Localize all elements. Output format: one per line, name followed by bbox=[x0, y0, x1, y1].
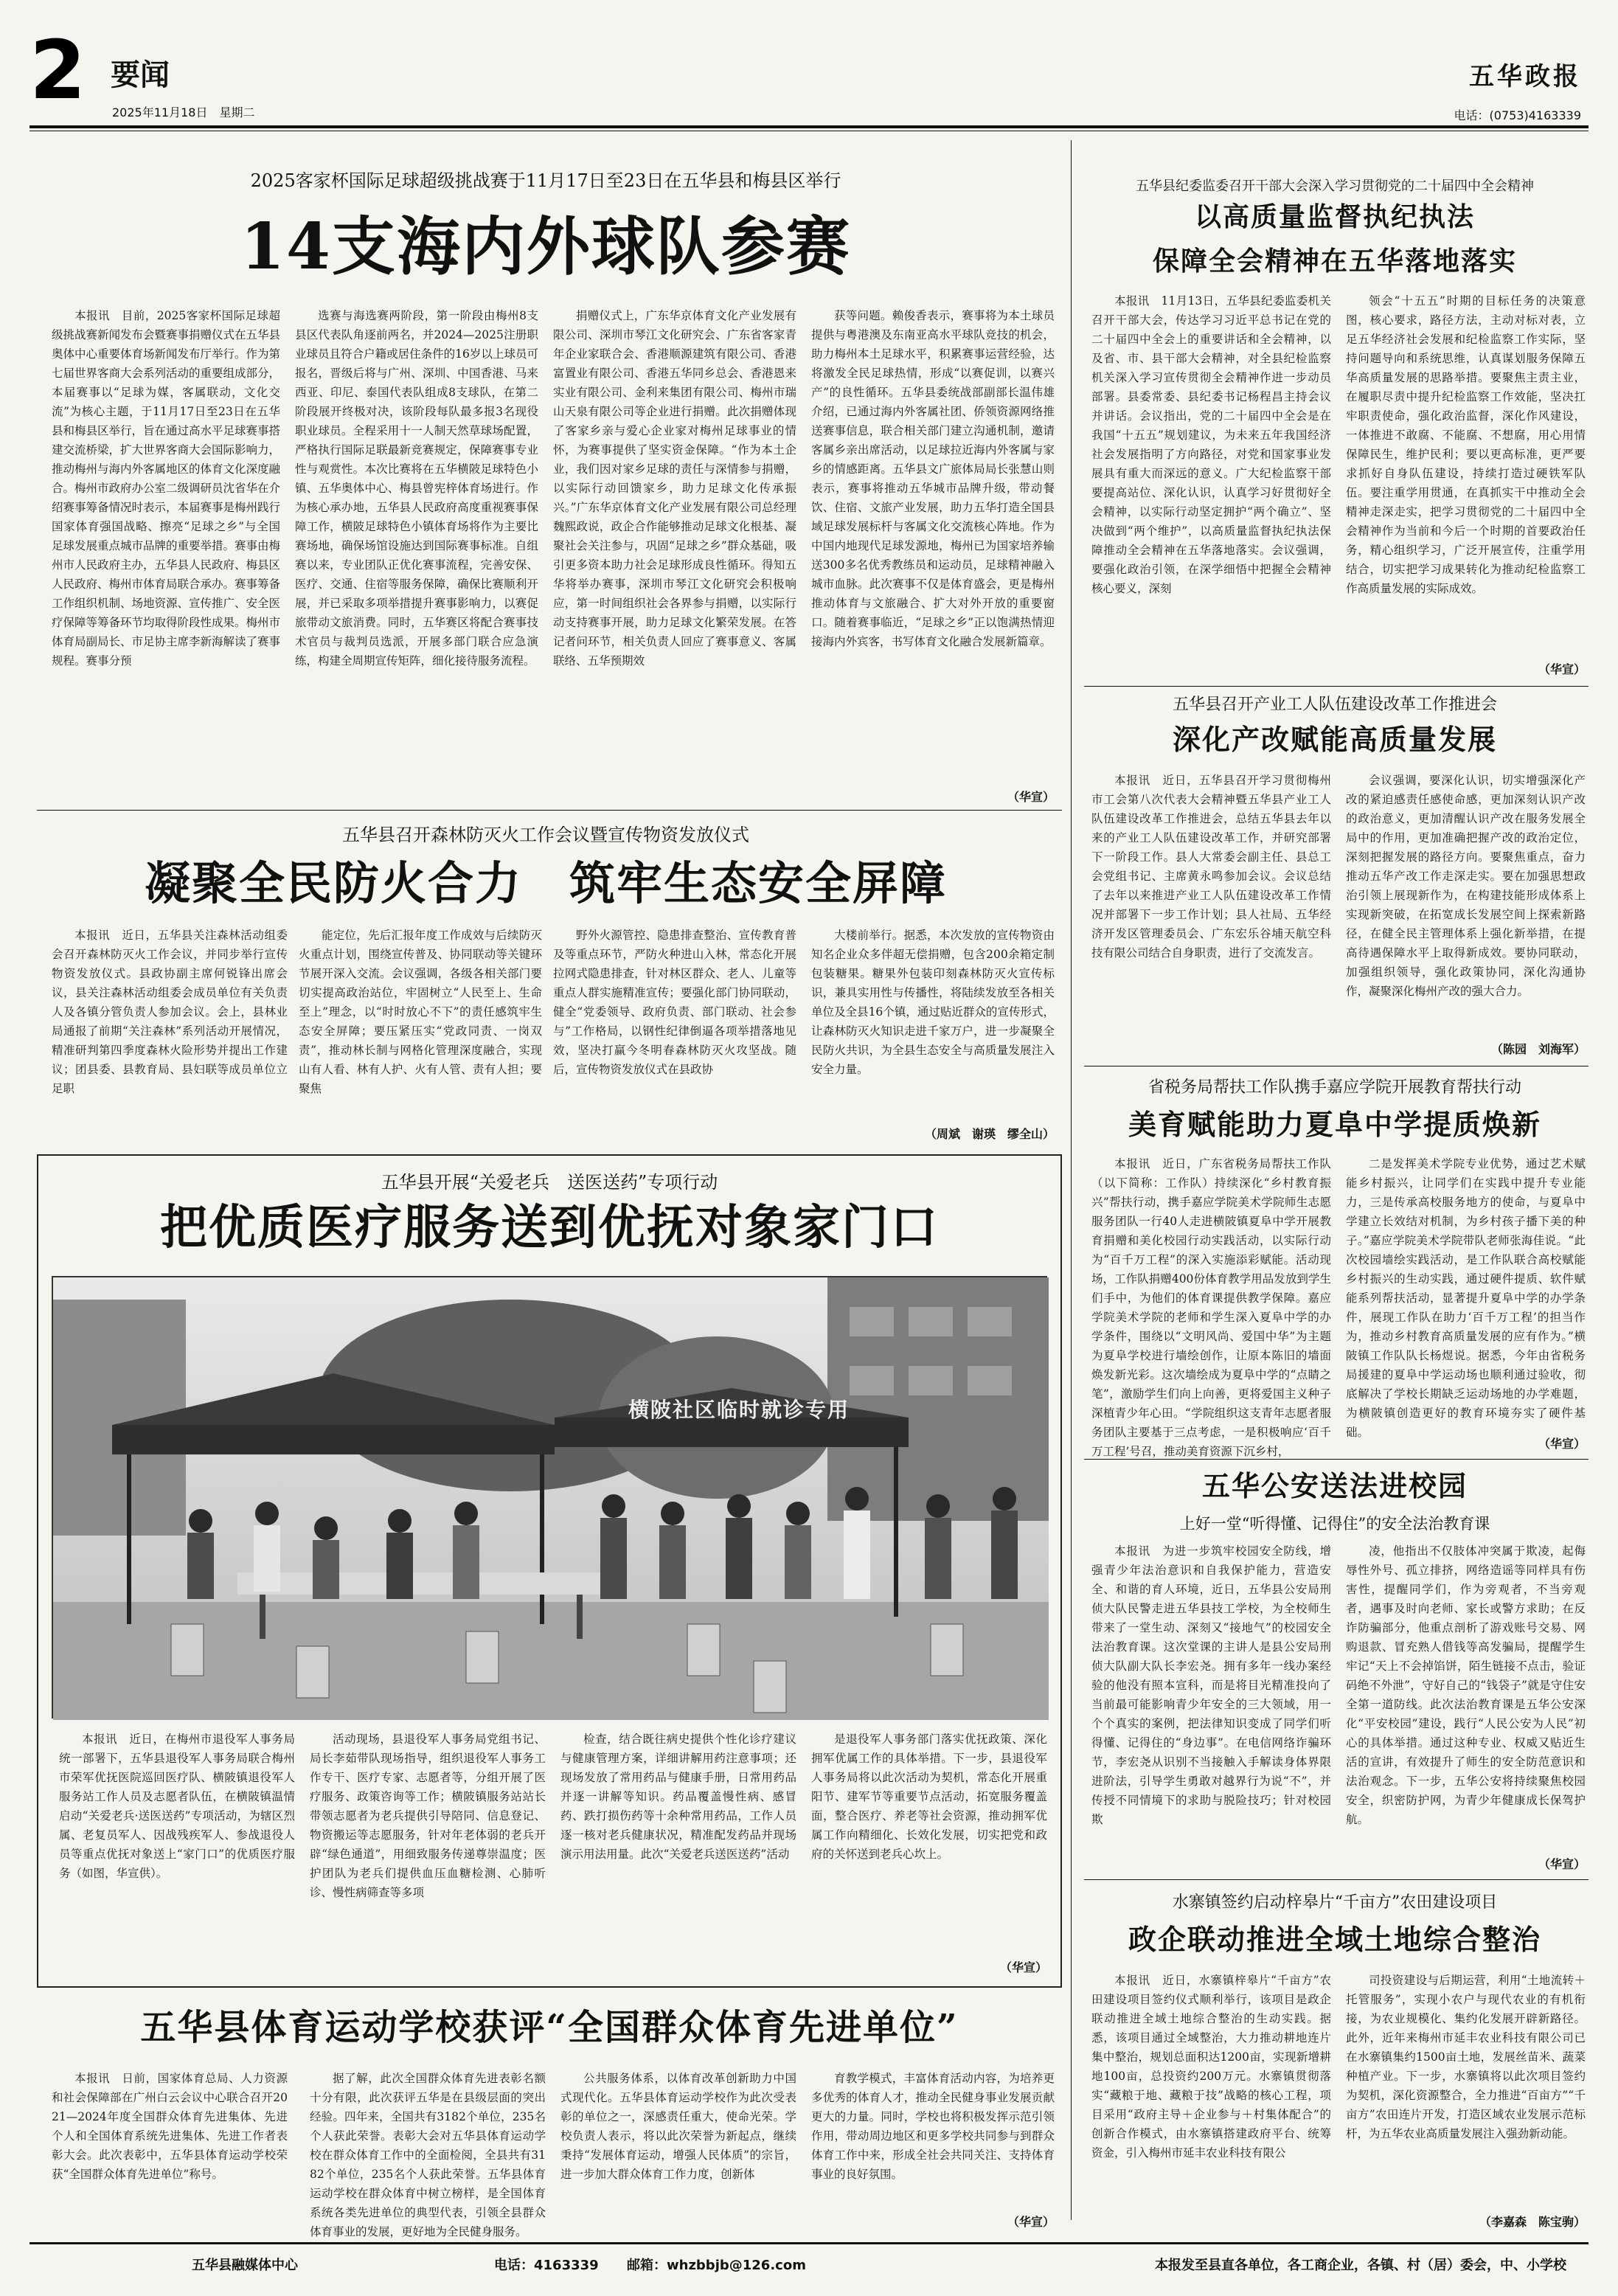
discipline-kicker: 五华县纪委监委召开干部大会深入学习贯彻党的二十届四中全会精神 bbox=[1136, 178, 1534, 194]
lead-col-4: 获等问题。赖俊香表示，赛事将为本土球员提供与粤港澳及东南亚高水平球队竞技的机会，助力梅州本土足球水平，积累赛事运营经验，达将激发全民足球热情，形成“以赛促训，以赛兴产”的良性循环。五华县委统战部副部长温伟雄介绍，已通过海内外客属社团、侨领资源网络推送赛事信息，联合相关部门建立沟通机制，邀请客属乡亲出席活动，以足球拉近海内外客属与家乡的情感距离。五华县文广旅体局局长张慧山则表示，赛事将推动五华城市品牌升级，带动餐饮、住宿、文旅产业发展，助力五华打造全国县域足球发展标杆与客属文化交流核心阵地。作为中国内地现代足球发源地，梅州已为国家培养输送300多名优秀教练员和运动员，足球精神融入城市血脉。此次赛事不仅是体育盛会，更是梅州推动体育与文旅融合、扩大对外开放的重要窗口。随着赛事临近，“足球之乡”正以饱满热情迎接海内外宾客，书写体育文化融合发展新篇章。 bbox=[811, 309, 1055, 648]
paper-name: 五华政报 bbox=[1469, 62, 1581, 91]
divider-police bbox=[1084, 1879, 1589, 1880]
industry-col-1: 本报讯 近日，五华县召开学习贯彻梅州市工会第八次代表大会精神暨五华县产业工人队伍建设改革工作推进会，总结五华县去年以来的产业工人队伍建设改革工作，并研究部署下一阶段工作。县人大常委会副主任、县总工会党组书记、主席黄永鸣参加会议。会议总结了去年以来推进产业工人队伍建设改革工作情况并部署下一步工作计划；县人社局、五华经济开发区管理委员会、广东宏乐谷埔天航空科技有限公司结合自身职责，进行了交流发言。 bbox=[1091, 774, 1331, 960]
medical-col-2: 活动现场，县退役军人事务局党组书记、局长李茹带队现场指导，组织退役军人事务工作专干、医疗专家、志愿者等，分组开展了医疗服务、政策咨询等工作；横陂镇服务站站长带领志愿者为老兵提供引导陪同、信息登记、物资搬运等志愿服务，针对年老体弱的老兵开辟“绿色通道”，用细致服务传递尊崇温度；医护团队为老兵们提供血压血糖检测、心肺听诊、慢性病筛查等多项 bbox=[310, 1733, 546, 1899]
medical-headline: 把优质医疗服务送到优抚对象家门口 bbox=[160, 1200, 939, 1255]
medical-byline: （华宣） bbox=[999, 1960, 1047, 1974]
land-byline: （李嘉森 陈宝驹） bbox=[1479, 2215, 1586, 2229]
fire-col-3: 野外火源管控、隐患排查整治、宣传教育普及等重点环节，严防火种进山入林，常态化开展拉网式隐患排查，针对林区群众、老人、儿童等重点人群实施精准宣传；要强化部门协同联动，健全“党委领导、政府负责、部门联动、社会参与”工作格局，以钢性纪律倒逼各项举措落地见效，坚决打赢今冬明春森林防灭火攻坚战。随后，宣传物资发放仪式在县政协 bbox=[553, 929, 796, 1076]
industry-headline: 深化产改赋能高质量发展 bbox=[1172, 723, 1497, 756]
medical-kicker: 五华县开展“关爱老兵 送医送药”专项行动 bbox=[381, 1172, 718, 1193]
medical-col-4: 是退役军人事务部门落实优抚政策、深化拥军优属工作的具体举措。下一步，县退役军人事务局将以此次活动为契机，常态化开展重阳节、建军节等重要节点活动，拓宽服务覆盖面，整合医疗、养老等社会资源，推动拥军优属工作向精细化、长效化发展，切实把党和政府的关怀送到老兵心坎上。 bbox=[811, 1733, 1047, 1861]
medical-photo-image bbox=[53, 1277, 1049, 1720]
police-col-1: 本报讯 为进一步筑牢校园安全防线，增强青少年法治意识和自我保护能力，营造安全、和谐的育人环境，近日，五华县公安局刑侦大队民警走进五华县技工学校，为全校师生带来了一堂生动、深刻又“接地气”的校园安全法治教育课。这次堂课的主讲人是县公安局刑侦大队副大队长李宏尧。拥有多年一线办案经验的他没有照本宣科，而是将目光精准投向了当前最可能影响青少年安全的三大领域，用一个个真实的案例，把法律知识变成了同学们听得懂、记得住的“身边事”。在电信网络诈骗环节，李宏尧从识别不当接触入手解读身体界限进阶法，引导学生勇敢对越界行为说“不”，并传授不同情境下的求助与脱险技巧；针对校园欺 bbox=[1091, 1544, 1331, 1826]
lead-col-3: 捐赠仪式上，广东华京体育文化产业发展有限公司、深圳市琴江文化研究会、广东省客家青年企业家联合会、香港顺源建筑有限公司、香港富置业有限公司、香港五华同乡总会、香港恩来实业有限公司、金利来集团有限公司、梅州市瑞山天泉有限公司等企业进行捐赠。此次捐赠体现了客家乡亲与爱心企业家对梅州足球事业的情怀，为赛事提供了坚实资金保障。“作为本土企业，我们因对家乡足球的责任与深情参与捐赠，以实际行动回馈家乡，助力足球文化传承振兴。”广东华京体育文化产业发展有限公司总经理魏熙政说，政企合作能够推动足球文化根基、凝聚社会关注参与，巩固“足球之乡”群众基础，吸引更多资本助力社会足球形成良性循环。得知五华将举办赛事，深圳市琴江文化研究会积极响应，第一时间组织社会各界参与捐赠，以实际行动支持赛事开展，助力足球文化繁荣发展。在答记者问环节，相关负责人回应了赛事意义、客属联络、五华预期效 bbox=[553, 309, 796, 667]
discipline-headline-2: 保障全会精神在五华落地落实 bbox=[1152, 246, 1517, 277]
tax-kicker: 省税务局帮扶工作队携手嘉应学院开展教育帮扶行动 bbox=[1147, 1078, 1521, 1097]
column-divider bbox=[1071, 140, 1072, 2220]
land-kicker: 水寨镇签约启动梓皋片“千亩方”农田建设项目 bbox=[1172, 1893, 1498, 1912]
police-col-2: 凌，他指出不仅肢体冲突属于欺凌，起侮辱性外号、孤立排挤，网络造谣等同样具有伤害性，提醒同学们，作为旁观者，不当旁观者，遇事及时向老师、家长或警方求助；在反诈防骗部分，他重点剖析了游戏账号交易、网购退款、冒充熟人借钱等高发骗局，提醒学生牢记“天上不会掉馅饼，陌生链接不点击，验证码绝不外泄”，守好自己的“钱袋子”就是守住安全第一道防线。此次法治教育课是五华公安深化“平安校园”建设，践行“人民公安为人民”初心的具体举措。通过这种专业、权威又贴近生活的宣讲，有效提升了师生的安全防范意识和法治观念。下一步，五华公安将持续聚焦校园安全，织密防护网，为青少年健康成长保驾护航。 bbox=[1346, 1544, 1586, 1826]
sports-col-3: 公共服务体系，以体育改革创新助力中国式现代化。五华县体育运动学校作为此次受表彰的单位之一，深感责任重大，使命光荣。学校负责人表示，将以此次荣誉为新起点，继续秉持“发展体育运动，增强人民体质”的宗旨，进一步加大群众体育工作力度，创新体 bbox=[560, 2072, 796, 2181]
photo-banner: 横陂社区临时就诊专用 bbox=[628, 1398, 850, 1422]
section-name: 要闻 bbox=[111, 58, 170, 92]
lead-col-1: 本报讯 目前，2025客家杯国际足球超级挑战赛新闻发布会暨赛事捐赠仪式在五华县奥体中心重要体育场新闻发布厅举行。作为第七届世界客商大会系列活动的重要组成部分，本届赛事以“足球为媒，客属联动，文化交流”为核心主题，于11月17日至23日在五华县和梅县区举行，旨在通过高水平足球赛事搭建交流桥梁，扩大世界客商大会国际影响力，推动梅州与海内外客属地区的体育文化深度融合。梅州市政府办公室二级调研员沈省华在介绍赛事筹备情况时表示，本届赛事是梅州践行国家体育强国战略、擦亮“足球之乡”与全国足球发展重点城市品牌的重要举措。赛事由梅州市人民政府主办，五华县人民政府、梅县区人民政府、梅州市体育局联合承办。赛事筹备工作组织机制、场地资源、宣传推广、安全医疗保障等筹备环节均取得阶段性成果。梅州市体育局副局长、市足协主席李新海解读了赛事规程。赛事分预 bbox=[52, 309, 281, 667]
land-col-2: 司投资建设与后期运营，利用“土地流转＋托管服务”，实现小农户与现代农业的有机衔接，为农业规模化、集约化发展开辟新路径。此外，近年来梅州市延丰农业科技有限公司已在水寨镇集约1500亩土地，发展丝苗米、蔬菜种植产业。下一步，水寨镇将以此次项目签约为契机，深化资源整合，全力推进“百亩方”“千亩方”农田连片开发，打造区域农业发展示范标杆，为五华农业高质量发展注入强劲新动能。 bbox=[1346, 1974, 1586, 2140]
footer-email: 邮箱：whzbbjb@126.com bbox=[627, 2258, 806, 2273]
police-subhead: 上好一堂“听得懂、记得住”的安全法治教育课 bbox=[1179, 1515, 1490, 1533]
footer-distribution: 本报发至县直各单位，各工商企业，各镇、村（居）委会，中、小学校 bbox=[1155, 2258, 1566, 2273]
sports-col-1: 本报讯 日前，国家体育总局、人力资源和社会保障部在广州白云会议中心联合召开2021—2024年度全国群众体育先进集体、先进个人和全国体育系统先进集体、先进工作者表彰大会。此次表彰中，五华县体育运动学校荣获“全国群众体育先进单位”称号。 bbox=[52, 2072, 288, 2181]
sports-col-2: 据了解，此次全国群众体育先进表彰名额十分有限，此次获评五华是在县级层面的突出经验。四年来，全国共有3182个单位，235名个人获此荣誉。表彰大会对五华县体育运动学校在群众体育工作中的全面检阅，全县共有3182个单位，235名个人获此荣誉。五华县体育运动学校在群众体育中树立榜样，是全国体育系统各类先进单位的典型代表，引领全县群众体育事业的发展，更好地为全民健身服务。 bbox=[310, 2072, 546, 2238]
lead-col-2: 选赛与海选赛两阶段，第一阶段由梅州8支县区代表队角逐前两名，并2024—2025注册职业球员且符合户籍或居住条件的16岁以上球员可报名，晋级后将与广州、深圳、中国香港、马来西亚、印尼、泰国代表队组成8支球队，在第二阶段展开终极对决，该阶段每队最多报3名现役职业球员。全程采用十一人制天然草球场配置，严格执行国际足联最新竞赛规定，保障赛事专业性与观赏性。本次比赛将在五华横陂足球特色小镇、五华奥体中心、梅县曾宪梓体育场进行。作为核心承办地，五华县人民政府高度重视赛事保障工作，横陂足球特色小镇体育场将作为主要比赛场地，确保场馆设施达到国际赛事标准。自组赛以来，专业团队正优化赛事流程，完善安保、医疗、交通、住宿等服务保障，确保比赛顺利开展，并已采取多项举措提升赛事影响力，以赛促旅带动文旅消费。同时，五华赛区将配合赛事技术官员与裁判员选派，开展多部门联合应急演练，构建全周期宣传矩阵，细化接待服务流程。 bbox=[295, 309, 538, 667]
fire-headline: 凝聚全民防火合力 筑牢生态安全屏障 bbox=[144, 856, 947, 910]
lead-headline: 14支海内外球队参赛 bbox=[240, 209, 851, 284]
tax-headline: 美育赋能助力夏阜中学提质焕新 bbox=[1128, 1108, 1541, 1141]
masthead-rule bbox=[29, 125, 1589, 128]
medical-col-1: 本报讯 近日，在梅州市退役军人事务局统一部署下，五华县退役军人事务局联合梅州市荣军优抚医院巡回医疗队、横陂镇退役军人服务站工作人员及志愿者队伍，在横陂镇温情启动“关爱老兵·送医送药”专项活动，为辖区烈属、老复员军人、因战残疾军人、参战退役人员等重点优抚对象送上“家门口”的优质医疗服务（如图，华宣供）。 bbox=[59, 1733, 295, 1880]
medical-photo bbox=[52, 1276, 1047, 1718]
land-col-1: 本报讯 近日，水寨镇梓皋片“千亩方”农田建设项目签约仪式顺利举行，该项目是政企联动推进全域土地综合整治的生动实践。据悉，该项目通过全域整治，大力推动耕地连片集中整治，规划总面积达1200亩，实现新增耕地100亩，总投资约200万元。水寨镇贯彻落实“藏粮于地、藏粮于技”战略的核心工程，项目采用“政府主导＋企业参与＋村集体配合”的创新合作模式，由水寨镇搭建政府平台、统筹资金，引入梅州市延丰农业科技有限公 bbox=[1091, 1974, 1331, 2160]
tax-col-2: 二是发挥美术学院专业优势，通过艺术赋能乡村振兴，让同学们在实践中提升专业能力，三是传承高校服务地方的使命，与夏阜中学建立长效结对机制，为乡村孩子播下美的种子。”嘉应学院美术学院带队老师张海佳说。“此次校园墙绘实践活动，是工作队联合高校赋能乡村振兴的生动实践，通过硬件提质、软件赋能系列帮扶活动，显著提升夏阜中学的办学条件，展现工作队在助力‘百千万工程’的担当作为，推动乡村教育高质量发展的应有作为。”横陂镇工作队队长杨煜说。据悉，今年由省税务局援建的夏阜中学运动场也顺利通过验收，彻底解决了学校长期缺乏运动场地的办学难题，为横陂镇创造更好的教育环境夯实了硬件基础。 bbox=[1346, 1157, 1586, 1439]
medical-col-3: 检查，结合既往病史提供个性化诊疗建议与健康管理方案，详细讲解用药注意事项；还现场发放了常用药品与健康手册，日常用药品并逐一讲解等知识。药品覆盖慢性病、感冒药、跌打损伤药等十余种常用药品，工作人员逐一核对老兵健康状况，精准配发药品并现场演示用法用量。此次“关爱老兵送医送药”活动 bbox=[560, 1733, 796, 1861]
footer-rule bbox=[29, 2242, 1589, 2244]
footer-center: 五华县融媒体中心 bbox=[192, 2258, 298, 2273]
tax-col-1: 本报讯 近日，广东省税务局帮扶工作队（以下简称：工作队）持续深化“乡村教育振兴”帮扶行动，携手嘉应学院美术学院师生志愿服务团队一行40人走进横陂镇夏阜中学开展教育捐赠和美化校园行动实践活动，以实际行动为“百千万工程”的深入实施添彩赋能。活动现场，工作队捐赠400份体育教学用品发放到学生们手中，为他们的体育课提供教学保障。嘉应学院美术学院的老师和学生深入夏阜中学的办学条件，围绕以“文明风尚、爱国中华”为主题为夏阜学校进行墙绘创作，让原本陈旧的墙面焕发新光彩。这次墙绘成为夏阜中学的“点睛之笔”，激励学生们向上向善，更将爱国主义种子深植青少年心田。“学院组织这支青年志愿者服务团队主要基于三点考虑，一是积极响应‘百千万工程’号召，推动美育资源下沉乡村， bbox=[1091, 1157, 1331, 1458]
divider-lead bbox=[37, 810, 1062, 811]
police-byline: （华宣） bbox=[1538, 1857, 1586, 1871]
industry-col-2: 会议强调，要深化认识，切实增强深化产改的紧迫感责任感使命感，更加深刻认识产改的政治意义，更加清醒认识产改在服务发展全局中的作用，更加准确把握产改的政治定位，深刻把握发展的路径方向。要聚焦重点，奋力推动五华产改工作走深走实。要在加强思想政治引领上展现新作为，在构建技能形成体系上实现新突破，在拓宽成长发展空间上探索新路径，在健全民主管理体系上强化新举措，在提高待遇保障水平上取得新成效。要协同联动，加强组织领导，强化政策协同，深化沟通协作，凝聚深化梅州产改的强大合力。 bbox=[1346, 774, 1586, 998]
lead-byline: （华宣） bbox=[1007, 790, 1055, 804]
discipline-col-2: 领会“十五五”时期的目标任务的决策意图，核心要求，路径方法，主动对标对表，立足五华经济社会发展和纪检监察工作实际，坚持问题导向和系统思维，认真谋划服务保障五华高质量发展的思路举措。要聚焦主责主业，在履职尽责中提升纪检监察工作效能，坚决扛牢职责使命，强化政治监督，深化作风建设，一体推进不敢腐、不能腐、不想腐，用心用情保障民生，维护民利；要以更高标准，更严要求抓好自身队伍建设，持续打造过硬铁军队伍。要注重学用贯通，在真抓实干中推动全会精神走深走实，把学习贯彻党的二十届四中全会精神作为当前和今后一个时期的首要政治任务，精心组织学习，广泛开展宣传，注重学用结合，切实把学习成果转化为推动纪检监察工作高质量发展的实际成效。 bbox=[1346, 294, 1586, 595]
sports-byline: （华宣） bbox=[1007, 2215, 1055, 2229]
fire-col-1: 本报讯 近日，五华县关注森林活动组委会召开森林防灭火工作会议，并同步举行宣传物资发放仪式。县政协副主席何锐锋出席会议，县关注森林活动组委会成员单位有关负责人及各镇分管负责人参加会议。会上，县林业局通报了前期“关注森林”系列活动开展情况，精准研判第四季度森林火险形势并提出工作建议；团县委、县教育局、县妇联等成员单位立足职 bbox=[52, 929, 288, 1095]
land-headline: 政企联动推进全域土地综合整治 bbox=[1128, 1923, 1541, 1956]
industry-byline: （陈园 刘海军） bbox=[1490, 1042, 1586, 1056]
tax-byline: （华宣） bbox=[1538, 1437, 1586, 1451]
police-headline: 五华公安送法进校园 bbox=[1201, 1469, 1468, 1502]
discipline-byline: （华宣） bbox=[1538, 662, 1586, 676]
phone-line: 电话：(0753)4163339 bbox=[1454, 108, 1581, 122]
sports-headline: 五华县体育运动学校获评“全国群众体育先进单位” bbox=[140, 2007, 959, 2048]
fire-kicker: 五华县召开森林防灭火工作会议暨宣传物资发放仪式 bbox=[342, 825, 749, 845]
divider-tax bbox=[1084, 1459, 1589, 1460]
footer-phone: 电话：4163339 bbox=[494, 2258, 599, 2273]
divider-discipline bbox=[1084, 686, 1589, 687]
industry-kicker: 五华县召开产业工人队伍建设改革工作推进会 bbox=[1172, 696, 1497, 714]
fire-byline: （周斌 谢瑛 缪全山） bbox=[924, 1127, 1055, 1141]
lead-kicker: 2025客家杯国际足球超级挑战赛于11月17日至23日在五华县和梅县区举行 bbox=[250, 170, 841, 191]
discipline-headline-1: 以高质量监督执纪执法 bbox=[1194, 201, 1475, 232]
page-number: 2 bbox=[29, 23, 86, 117]
divider-industry bbox=[1084, 1066, 1589, 1067]
fire-col-2: 能定位，先后汇报年度工作成效与后续防灭火重点计划，围绕宣传普及、协同联动等关键环节展开深入交流。会议强调，各级各相关部门要切实提高政治站位，牢固树立“人民至上、生命至上”理念，以“时时放心不下”的责任感筑牢生态安全屏障；要压紧压实“党政同责、一岗双责”，推动林长制与网格化管理深度融合，实现山有人看、林有人护、火有人管、责有人担；要聚焦 bbox=[299, 929, 542, 1095]
discipline-col-1: 本报讯 11月13日，五华县纪委监委机关召开干部大会，传达学习习近平总书记在党的二十届四中全会上的重要讲话和全会精神，以及省、市、县干部大会精神，对全县纪检监察机关深入学习宣传贯彻全会精神作进一步动员部署。县委常委、县纪委书记杨程昌主持会议并讲话。会议指出，党的二十届四中全会是在我国“十五五”规划建议，为未来五年我国经济社会发展指明了方向路径，对党和国家事业发展具有重大而深远的意义。广大纪检监察干部要提高站位、深化认识，认真学习好贯彻好全会精神，以实际行动坚定拥护“两个确立”、坚决做到“两个维护”，以高质量监督执纪执法保障推动全会精神在五华落地落实。会议强调，要强化政治引领，在深学细悟中把握全会精神核心要义，深刻 bbox=[1091, 294, 1331, 595]
sports-col-4: 育教学模式，丰富体育活动内容，为培养更多优秀的体育人才，推动全民健身事业发展贡献更大的力量。同时，学校也将积极发挥示范引领作用，带动周边地区和更多学校共同参与到群众体育工作中来，形成全社会共同关注、支持体育事业的良好氛围。 bbox=[811, 2072, 1055, 2181]
date-line: 2025年11月18日 星期二 bbox=[112, 105, 255, 119]
fire-col-4: 大楼前举行。据悉，本次发放的宣传物资由知名企业众多伴超无偿捐赠，包含200余箱定制包装糖果。糖果外包装印刻森林防灭火宣传标识，兼具实用性与传播性，将陆续发放至各相关单位及全县16个镇，通过贴近群众的宣传形式，让森林防灭火知识走进千家万户，进一步凝聚全民防火共识，为全县生态安全与高质量发展注入安全力量。 bbox=[811, 929, 1055, 1076]
